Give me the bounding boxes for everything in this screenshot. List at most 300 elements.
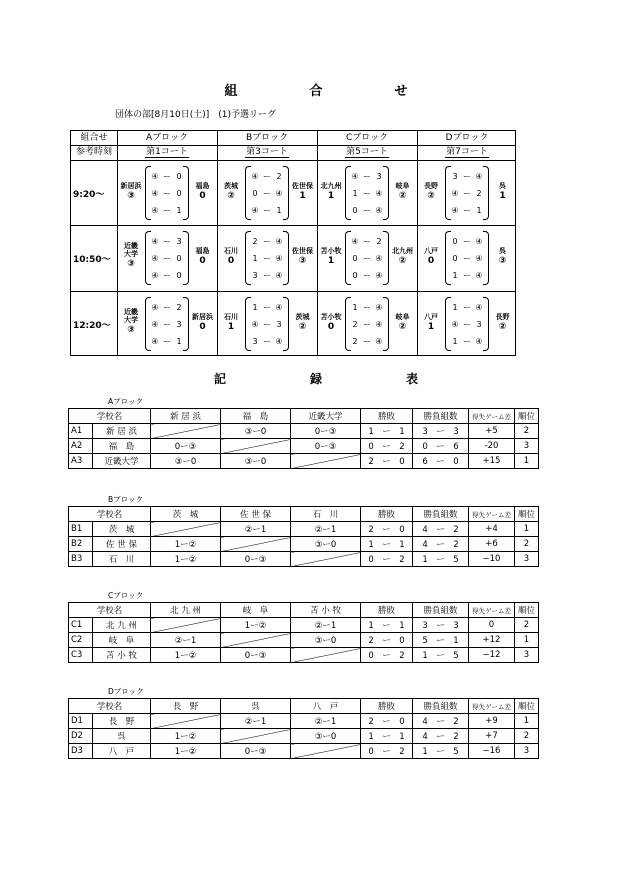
game-score-left: 2	[352, 336, 358, 346]
rank-value: 3	[515, 648, 539, 663]
sets-value: 4 ー 2	[413, 714, 469, 729]
team-code: C2	[69, 633, 93, 648]
game-row	[250, 269, 284, 281]
header-diff: 得失ゲーム差	[469, 699, 515, 714]
game-row	[150, 187, 184, 199]
right-team	[489, 247, 516, 265]
team-name: 近畿大学	[93, 454, 151, 469]
game-row	[250, 187, 284, 199]
dash: ー	[263, 236, 271, 246]
table-row	[69, 522, 539, 537]
team-name: 岐 阜	[93, 633, 151, 648]
game-row	[350, 318, 384, 330]
game-score-right: 1	[176, 205, 182, 215]
game-row	[350, 204, 384, 216]
left-team-name: 八戸	[424, 313, 438, 321]
court-underline	[245, 157, 289, 158]
left-team	[218, 247, 244, 265]
team-name: 長 野	[93, 714, 151, 729]
diagonal-cell	[151, 714, 221, 729]
header-team: 近畿大学	[291, 409, 361, 424]
game-row	[150, 252, 184, 264]
match-result: ③ー0	[221, 424, 291, 439]
right-team	[189, 247, 216, 265]
game-row	[250, 170, 284, 182]
rank-value: 1	[515, 633, 539, 648]
block-header: Dブロック	[445, 133, 489, 143]
game-scores	[445, 297, 489, 351]
match-result: 1ー②	[151, 537, 221, 552]
game-score-right: ④	[475, 336, 483, 346]
game-score-right: 0	[176, 270, 182, 280]
rank-value: 1	[515, 454, 539, 469]
game-score-right: 3	[376, 171, 382, 181]
dash: ー	[163, 336, 171, 346]
team-name: 北 九 州	[93, 618, 151, 633]
team-code: D3	[69, 744, 93, 759]
match-result: 0ー③	[291, 439, 361, 454]
game-score-right: ④	[275, 336, 283, 346]
match-result: 1ー②	[151, 648, 221, 663]
game-score-right: ④	[475, 302, 483, 312]
winloss-value: 2 ー 0	[361, 522, 413, 537]
header-sets: 勝負組数	[413, 507, 469, 522]
right-team-name: 佐世保	[292, 247, 313, 255]
right-team-score: 0	[199, 256, 206, 266]
game-row	[350, 170, 384, 182]
left-team	[318, 247, 344, 265]
match-result: ②ー1	[291, 522, 361, 537]
game-score-left: ④	[151, 188, 159, 198]
dash: ー	[463, 336, 471, 346]
header-school: 学校名	[69, 507, 151, 522]
sets-value: 4 ー 2	[413, 729, 469, 744]
dash: ー	[463, 171, 471, 181]
dash: ー	[163, 270, 171, 280]
schedule-grid	[70, 130, 516, 356]
winloss-value: 0 ー 2	[361, 648, 413, 663]
game-score-left: 3	[252, 336, 258, 346]
header-team: 岐 阜	[221, 603, 291, 618]
dash: ー	[163, 188, 171, 198]
winloss-value: 0 ー 2	[361, 552, 413, 567]
game-row	[350, 335, 384, 347]
game-row	[150, 301, 184, 313]
right-team-name: 岐阜	[395, 182, 410, 190]
game-score-right: ④	[275, 236, 283, 246]
team-name: 茨 城	[93, 522, 151, 537]
team-name: 石 川	[93, 552, 151, 567]
game-scores	[245, 297, 289, 351]
dash: ー	[463, 319, 471, 329]
game-score-right: 1	[476, 205, 482, 215]
sets-value: 6 ー 0	[413, 454, 469, 469]
diagonal-cell	[221, 729, 291, 744]
left-team	[218, 182, 244, 200]
game-row	[250, 318, 284, 330]
diff-value: +4	[469, 522, 515, 537]
game-score-left: 1	[352, 302, 358, 312]
diff-value: −16	[469, 744, 515, 759]
right-team-name: 北九州	[392, 247, 413, 255]
right-team	[389, 182, 416, 200]
record-table	[68, 602, 539, 663]
diagonal-cell	[221, 633, 291, 648]
dash: ー	[263, 302, 271, 312]
diff-value: −12	[469, 648, 515, 663]
left-team	[418, 313, 444, 331]
game-score-left: 0	[352, 270, 358, 280]
sets-value: 4 ー 2	[413, 522, 469, 537]
diagonal-cell	[291, 552, 361, 567]
match-result: 0ー③	[221, 552, 291, 567]
dash: ー	[263, 319, 271, 329]
right-team-score: 0	[199, 191, 206, 201]
dash: ー	[363, 236, 371, 246]
dash: ー	[163, 236, 171, 246]
game-scores	[445, 166, 489, 220]
right-team-score: ②	[398, 322, 407, 332]
left-team	[118, 182, 144, 200]
dash: ー	[463, 188, 471, 198]
left-team	[118, 242, 144, 268]
game-score-left: ④	[151, 205, 159, 215]
team-code: B1	[69, 522, 93, 537]
diff-value: +5	[469, 424, 515, 439]
game-score-right: ④	[375, 205, 383, 215]
diagonal-cell	[221, 439, 291, 454]
dash: ー	[163, 171, 171, 181]
left-team-score: ②	[427, 191, 435, 201]
right-team-name: 岐阜	[395, 313, 410, 321]
left-team-score: 1	[427, 322, 435, 332]
header-winloss: 勝敗	[361, 603, 413, 618]
game-row	[350, 235, 384, 247]
game-score-right: ④	[375, 302, 383, 312]
game-score-left: ④	[151, 319, 159, 329]
left-team	[218, 313, 244, 331]
team-code: D1	[69, 714, 93, 729]
header-team: 茨 城	[151, 507, 221, 522]
winloss-value: 0 ー 2	[361, 439, 413, 454]
team-name: 佐 世 保	[93, 537, 151, 552]
left-team	[318, 313, 344, 331]
match-result: 1ー②	[151, 744, 221, 759]
record-title: 記 録 表	[213, 372, 419, 386]
block-header: Cブロック	[345, 133, 389, 143]
match-result: 0ー③	[221, 648, 291, 663]
block-label: Cブロック	[108, 591, 144, 600]
sets-value: 0 ー 6	[413, 439, 469, 454]
game-score-right: ④	[275, 253, 283, 263]
left-team	[418, 247, 444, 265]
game-score-right: 0	[176, 171, 182, 181]
left-team-score: 0	[327, 322, 335, 332]
diagonal-cell	[291, 454, 361, 469]
game-score-right: 1	[176, 336, 182, 346]
match-result: ②ー1	[291, 714, 361, 729]
diagonal-cell	[151, 424, 221, 439]
winloss-value: 1 ー 1	[361, 618, 413, 633]
diagonal-cell	[291, 648, 361, 663]
right-team-score: 0	[199, 322, 206, 332]
match-result: 0ー③	[291, 424, 361, 439]
game-row	[350, 187, 384, 199]
dash: ー	[363, 171, 371, 181]
team-code: A1	[69, 424, 93, 439]
rank-value: 2	[515, 729, 539, 744]
rank-value: 2	[515, 424, 539, 439]
court-underline	[345, 157, 389, 158]
game-score-left: 0	[252, 188, 258, 198]
dash: ー	[363, 270, 371, 280]
game-score-right: ④	[375, 253, 383, 263]
court-underline	[145, 157, 189, 158]
match-result: 0ー③	[221, 744, 291, 759]
dash: ー	[263, 205, 271, 215]
game-score-left: ④	[251, 171, 259, 181]
sets-value: 1 ー 5	[413, 648, 469, 663]
left-team	[418, 182, 444, 200]
game-score-right: ④	[375, 188, 383, 198]
rank-value: 3	[515, 439, 539, 454]
event-subtitle: 団体の部[8月10日(土)] (1)予選リーグ	[115, 110, 276, 120]
left-team-name: 近畿大学	[124, 308, 138, 324]
rank-value: 3	[515, 744, 539, 759]
left-team-score: 0	[427, 256, 435, 266]
dash: ー	[263, 253, 271, 263]
right-team-score: ③	[298, 256, 307, 266]
game-score-right: 2	[376, 236, 382, 246]
game-row	[250, 301, 284, 313]
team-code: A3	[69, 454, 93, 469]
game-row	[450, 318, 484, 330]
court-header: 第7コート	[446, 147, 488, 157]
match-time: 10:50～	[73, 255, 111, 265]
right-team-name: 福島	[195, 247, 210, 255]
right-team	[289, 182, 316, 200]
rank-value: 3	[515, 552, 539, 567]
left-team-score: 0	[227, 256, 235, 266]
rank-value: 1	[515, 522, 539, 537]
game-score-right: 2	[176, 302, 182, 312]
game-scores	[445, 231, 489, 285]
dash: ー	[463, 270, 471, 280]
game-score-left: 3	[452, 171, 458, 181]
sets-value: 4 ー 2	[413, 537, 469, 552]
game-score-right: ④	[275, 302, 283, 312]
dash: ー	[263, 171, 271, 181]
game-row	[350, 301, 384, 313]
dash: ー	[463, 205, 471, 215]
diff-value: +6	[469, 537, 515, 552]
header-sets: 勝負組数	[413, 699, 469, 714]
court-header: 第1コート	[146, 147, 188, 157]
game-row	[450, 187, 484, 199]
diff-value: +7	[469, 729, 515, 744]
game-score-left: 0	[352, 205, 358, 215]
left-team-score: ②	[227, 191, 235, 201]
game-row	[150, 269, 184, 281]
game-scores	[245, 231, 289, 285]
game-score-left: ④	[251, 319, 259, 329]
match-result: 1ー②	[151, 729, 221, 744]
game-scores	[345, 166, 389, 220]
right-team	[489, 313, 516, 331]
game-score-right: ④	[375, 319, 383, 329]
diff-value: -20	[469, 439, 515, 454]
game-score-right: 1	[276, 205, 282, 215]
left-team-name: 近畿大学	[124, 242, 138, 258]
header-team: 呉	[221, 699, 291, 714]
header-team: 石 川	[291, 507, 361, 522]
game-row	[150, 204, 184, 216]
table-header-row	[69, 699, 539, 714]
team-code: B3	[69, 552, 93, 567]
record-table	[68, 698, 539, 759]
game-score-right: 0	[176, 253, 182, 263]
right-team	[189, 313, 216, 331]
right-team	[289, 313, 316, 331]
table-row	[69, 729, 539, 744]
left-team-name: 石川	[224, 313, 238, 321]
header-rank: 順位	[515, 603, 539, 618]
diagonal-cell	[151, 618, 221, 633]
game-scores	[245, 166, 289, 220]
sets-value: 1 ー 5	[413, 552, 469, 567]
winloss-value: 1 ー 1	[361, 729, 413, 744]
right-team-name: 佐世保	[292, 182, 313, 190]
game-score-right: ④	[275, 270, 283, 280]
game-row	[450, 301, 484, 313]
left-team-name: 苫小牧	[320, 247, 342, 255]
table-row	[69, 618, 539, 633]
team-code: A2	[69, 439, 93, 454]
header-sets: 勝負組数	[413, 603, 469, 618]
block-label: Dブロック	[108, 687, 144, 696]
game-score-left: ④	[251, 205, 259, 215]
game-row	[250, 235, 284, 247]
header-winloss: 勝敗	[361, 699, 413, 714]
game-row	[350, 252, 384, 264]
header-diff: 得失ゲーム差	[469, 603, 515, 618]
record-table	[68, 506, 539, 567]
right-team	[189, 182, 216, 200]
corner-header-time: 参考時刻	[75, 147, 112, 157]
left-team-score: ③	[127, 191, 135, 201]
match-result: ③ー0	[221, 454, 291, 469]
table-row	[69, 714, 539, 729]
match-result: ③ー0	[291, 729, 361, 744]
diagonal-cell	[151, 522, 221, 537]
game-score-right: ④	[475, 253, 483, 263]
game-row	[450, 170, 484, 182]
right-team-score: 1	[299, 191, 306, 201]
match-result: ③ー0	[291, 633, 361, 648]
right-team-name: 茨城	[295, 313, 310, 321]
dash: ー	[463, 236, 471, 246]
dash: ー	[263, 188, 271, 198]
game-score-right: ④	[475, 236, 483, 246]
left-team	[118, 308, 144, 334]
game-score-left: 0	[352, 253, 358, 263]
game-score-right: 3	[476, 319, 482, 329]
dash: ー	[363, 205, 371, 215]
header-team: 北 九 州	[151, 603, 221, 618]
team-name: 新 居 浜	[93, 424, 151, 439]
game-score-right: 3	[276, 319, 282, 329]
header-rank: 順位	[515, 409, 539, 424]
table-row	[69, 648, 539, 663]
game-scores	[145, 297, 189, 351]
block-header: Bブロック	[246, 133, 288, 143]
team-code: C3	[69, 648, 93, 663]
match-result: ②ー1	[221, 522, 291, 537]
left-team-name: 北九州	[320, 182, 342, 190]
dash: ー	[263, 336, 271, 346]
table-row	[69, 537, 539, 552]
diagonal-cell	[291, 744, 361, 759]
dash: ー	[163, 302, 171, 312]
header-team: 苫 小 牧	[291, 603, 361, 618]
header-team: 福 島	[221, 409, 291, 424]
game-score-left: 1	[252, 253, 258, 263]
dash: ー	[363, 319, 371, 329]
game-row	[150, 318, 184, 330]
header-team: 八 戸	[291, 699, 361, 714]
dash: ー	[363, 336, 371, 346]
game-scores	[345, 231, 389, 285]
header-sets: 勝負組数	[413, 409, 469, 424]
game-row	[250, 335, 284, 347]
right-team-name: 呉	[499, 182, 506, 190]
diff-value: +12	[469, 633, 515, 648]
winloss-value: 2 ー 0	[361, 714, 413, 729]
table-header-row	[69, 603, 539, 618]
team-name: 八 戸	[93, 744, 151, 759]
header-rank: 順位	[515, 507, 539, 522]
left-team-score: 1	[327, 256, 335, 266]
game-score-right: 3	[176, 236, 182, 246]
header-diff: 得失ゲーム差	[469, 507, 515, 522]
team-name: 福 島	[93, 439, 151, 454]
right-team-name: 新居浜	[192, 313, 213, 321]
game-score-left: ④	[351, 171, 359, 181]
game-score-right: 2	[276, 171, 282, 181]
match-result: ③ー0	[151, 454, 221, 469]
match-result: ②ー1	[221, 714, 291, 729]
table-header-row	[69, 507, 539, 522]
game-score-right: ④	[475, 270, 483, 280]
dash: ー	[363, 188, 371, 198]
match-time: 12:20～	[73, 321, 111, 331]
sets-value: 3 ー 3	[413, 424, 469, 439]
match-time: 9:20～	[73, 190, 105, 200]
table-row	[69, 744, 539, 759]
game-row	[250, 204, 284, 216]
header-team: 佐 世 保	[221, 507, 291, 522]
left-team-name: 長野	[424, 182, 438, 190]
diff-value: +9	[469, 714, 515, 729]
left-team	[318, 182, 344, 200]
left-team-name: 茨城	[224, 182, 238, 190]
header-school: 学校名	[69, 409, 151, 424]
game-score-left: 0	[452, 236, 458, 246]
table-row	[69, 439, 539, 454]
dash: ー	[163, 319, 171, 329]
match-result: ②ー1	[291, 618, 361, 633]
grid-hline	[71, 291, 515, 292]
